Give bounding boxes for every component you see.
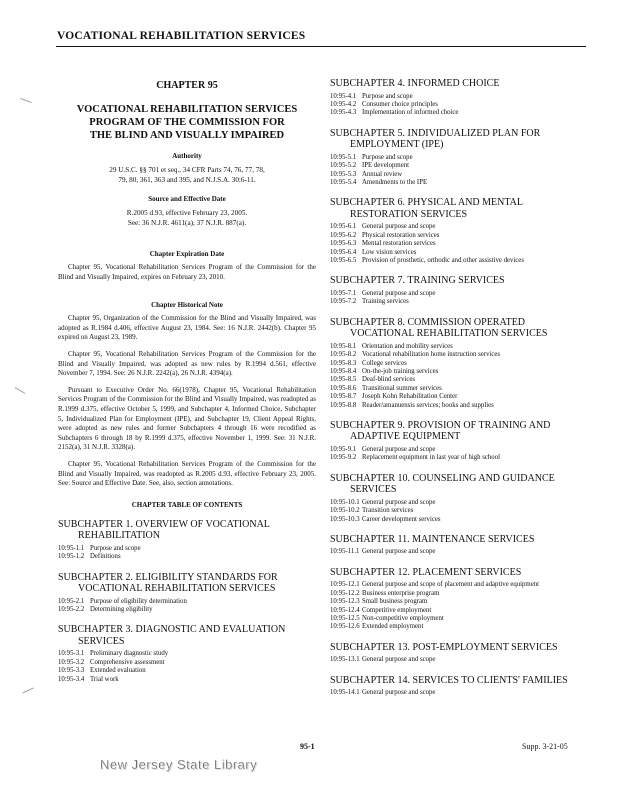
- section-entry: [58, 598, 316, 606]
- section-entry: [330, 656, 592, 664]
- section-entry: [330, 257, 592, 265]
- history-paragraph: Chapter 95, Vocational Rehabilitation Services Program of the Commission for the Blind and Visually Impaired, was adopted as new rules by R.1994 d.561, effective November 7, 1994. See: 26 N.J.R. 2242(a), 26 N.J.R. 4394(a).: [58, 349, 316, 378]
- section-number: 10:95-8.4: [330, 367, 357, 375]
- section-list: [330, 154, 592, 188]
- section-number: 10:95-8.5: [330, 376, 357, 384]
- section-number: 10:95-5.2: [330, 162, 357, 170]
- section-number: 10:95-10.1: [330, 498, 360, 506]
- page-number: 95-1: [300, 742, 315, 751]
- section-entry: [58, 659, 316, 667]
- section-number: 10:95-9.2: [330, 454, 357, 462]
- authority-citation: [58, 165, 316, 185]
- section-title: Deaf-blind services: [362, 376, 416, 384]
- subchapter-title: [330, 675, 592, 687]
- subchapter-block: [58, 624, 316, 684]
- scan-mark: [20, 98, 32, 103]
- subchapter-title: [330, 128, 592, 151]
- section-title: Replacement equipment in last year of high school: [362, 454, 500, 462]
- subchapter-block: [330, 128, 592, 188]
- subchapter-block: [58, 519, 316, 562]
- section-title: Extended evaluation: [90, 667, 146, 675]
- section-list: [330, 548, 592, 556]
- chapter-title: [58, 103, 316, 142]
- section-title: IPE development: [362, 162, 410, 170]
- header-rule: [56, 46, 586, 47]
- section-title: General purpose and scope: [362, 689, 436, 697]
- left-column: [58, 80, 316, 684]
- section-entry: [330, 343, 592, 351]
- section-number: 10:95-8.8: [330, 401, 357, 409]
- subchapter-title-line: SERVICES: [350, 484, 397, 496]
- section-title: Transitional summer services: [362, 384, 442, 392]
- section-title: Annual review: [362, 170, 403, 178]
- section-number: 10:95-8.1: [330, 342, 357, 350]
- subchapter-block: [330, 197, 592, 265]
- section-title: General purpose and scope: [362, 289, 436, 297]
- section-list: [58, 598, 316, 615]
- section-entry: [58, 676, 316, 684]
- subchapter-title-line: VOCATIONAL REHABILITATION SERVICES: [78, 583, 276, 594]
- section-number: 10:95-6.4: [330, 248, 357, 256]
- section-number: 10:95-14.1: [330, 689, 360, 697]
- subchapter-title-line: SUBCHAPTER 10. COUNSELING AND GUIDANCE: [330, 472, 555, 484]
- running-head: VOCATIONAL REHABILITATION SERVICES: [57, 30, 306, 42]
- subchapter-title-line: SUBCHAPTER 2. ELIGIBILITY STANDARDS FOR: [58, 571, 278, 583]
- section-title: Purpose of eligibility determination: [90, 597, 187, 605]
- subchapter-title-line: SUBCHAPTER 1. OVERVIEW OF VOCATIONAL: [58, 518, 270, 530]
- section-entry: [330, 376, 592, 384]
- section-number: 10:95-12.6: [330, 623, 360, 631]
- subchapter-title: [330, 420, 592, 443]
- section-entry: [58, 667, 316, 675]
- section-entry: [330, 516, 592, 524]
- section-title: Trial work: [90, 675, 119, 683]
- section-entry: [330, 249, 592, 257]
- section-title: Purpose and scope: [362, 153, 413, 161]
- section-number: 10:95-10.2: [330, 507, 360, 515]
- section-title: General purpose and scope: [362, 445, 436, 453]
- section-entry: [330, 368, 592, 376]
- section-entry: [330, 162, 592, 170]
- section-list: [330, 290, 592, 307]
- section-number: 10:95-2.1: [58, 597, 85, 605]
- section-number: 10:95-5.3: [330, 170, 357, 178]
- section-title: Extended employment: [362, 623, 424, 631]
- section-list: [330, 499, 592, 524]
- subchapter-title: [330, 534, 592, 546]
- section-entry: [330, 507, 592, 515]
- section-title: Comprehensive assessment: [90, 658, 165, 666]
- section-entry: [330, 351, 592, 359]
- subchapter-title: [330, 78, 592, 90]
- section-entry: [330, 179, 592, 187]
- section-title: Low vision services: [362, 248, 417, 256]
- section-number: 10:95-11.1: [330, 548, 360, 556]
- subchapter-title: [58, 624, 316, 647]
- section-list: [58, 545, 316, 562]
- section-list: [330, 446, 592, 463]
- section-entry: [330, 590, 592, 598]
- section-number: 10:95-6.2: [330, 231, 357, 239]
- section-list: [330, 656, 592, 664]
- subchapter-title-line: RESTORATION SERVICES: [350, 208, 468, 220]
- section-title: Provision of prosthetic, orthodic and other assistive devices: [362, 256, 524, 264]
- section-entry: [58, 553, 316, 561]
- history-paragraph: Chapter 95, Organization of the Commission for the Blind and Visually Impaired, was adopted as R.1984 d.406, effective August 23, 1984. See: 16 N.J.R. 2442(b). Chapter 95 expired on August 23, 1989.: [58, 314, 316, 342]
- section-title: Business enterprise program: [362, 589, 440, 597]
- subchapter-title: [330, 567, 592, 579]
- section-number: 10:95-13.1: [330, 656, 360, 664]
- section-entry: [58, 606, 316, 614]
- section-number: 10:95-7.1: [330, 289, 357, 297]
- chapter-title-line: THE BLIND AND VISUALLY IMPAIRED: [89, 130, 285, 141]
- section-entry: [330, 240, 592, 248]
- section-number: 10:95-12.4: [330, 606, 360, 614]
- expiration-text: Chapter 95, Vocational Rehabilitation Services Program of the Commission for the Blind and Visually Impaired, expires on February 23, 2010.: [58, 263, 316, 281]
- source-citation: [58, 208, 316, 228]
- section-number: 10:95-4.1: [330, 92, 357, 100]
- subchapter-block: [330, 675, 592, 698]
- library-watermark: New Jersey State Library: [100, 757, 258, 772]
- section-entry: [58, 545, 316, 553]
- subchapter-block: [330, 534, 592, 557]
- section-title: General purpose and scope of placement and adaptive equipment: [362, 581, 540, 589]
- subchapter-title-line: EMPLOYMENT (IPE): [350, 139, 444, 151]
- subchapter-title-line: SUBCHAPTER 13. POST-EMPLOYMENT SERVICES: [330, 641, 558, 653]
- right-column: [330, 78, 592, 698]
- authority-line: 29 U.S.C. §§ 701 et seq., 34 CFR Parts 74, 76, 77, 78,: [109, 166, 265, 174]
- subchapter-block: [58, 572, 316, 615]
- section-number: 10:95-3.2: [58, 658, 85, 666]
- section-entry: [330, 154, 592, 162]
- section-number: 10:95-6.3: [330, 240, 357, 248]
- subchapter-title-line: SUBCHAPTER 12. PLACEMENT SERVICES: [330, 566, 522, 578]
- section-number: 10:95-4.3: [330, 109, 357, 117]
- section-entry: [330, 499, 592, 507]
- section-list: [58, 650, 316, 684]
- subchapter-title: [330, 197, 592, 220]
- section-title: Career development services: [362, 515, 441, 523]
- section-list: [330, 223, 592, 265]
- section-entry: [330, 232, 592, 240]
- section-list: [330, 343, 592, 410]
- section-entry: [330, 298, 592, 306]
- section-number: 10:95-12.5: [330, 615, 360, 622]
- scan-mark: [22, 688, 33, 694]
- supplement-date: Supp. 3-21-05: [522, 742, 568, 751]
- section-entry: [330, 689, 592, 697]
- section-title: College services: [362, 359, 407, 367]
- subchapter-block: [330, 275, 592, 306]
- section-entry: [330, 109, 592, 117]
- section-title: Training services: [362, 298, 409, 306]
- subchapter-block: [330, 78, 592, 118]
- section-number: 10:95-1.1: [58, 544, 85, 552]
- section-entry: [330, 402, 592, 410]
- section-number: 10:95-3.1: [58, 650, 85, 658]
- subchapter-title: [58, 572, 316, 595]
- subchapter-block: [330, 317, 592, 410]
- section-title: Definitions: [90, 553, 121, 561]
- source-heading: Source and Effective Date: [148, 195, 226, 203]
- section-entry: [330, 607, 592, 615]
- subchapter-title-line: SUBCHAPTER 14. SERVICES TO CLIENTS' FAMILIES: [330, 674, 568, 686]
- history-heading: Chapter Historical Note: [151, 301, 223, 310]
- subchapter-title-line: SUBCHAPTER 7. TRAINING SERVICES: [330, 275, 505, 287]
- subchapter-title: [330, 642, 592, 654]
- subchapter-title: [330, 473, 592, 496]
- chapter-title-line: VOCATIONAL REHABILITATION SERVICES: [76, 104, 298, 115]
- subchapter-title: [58, 519, 316, 542]
- section-number: 10:95-6.1: [330, 223, 357, 231]
- subchapter-block: [330, 420, 592, 463]
- section-entry: [58, 650, 316, 658]
- section-entry: [330, 446, 592, 454]
- subchapter-title-line: SUBCHAPTER 9. PROVISION OF TRAINING AND: [330, 419, 551, 431]
- section-number: 10:95-5.4: [330, 178, 357, 186]
- section-entry: [330, 93, 592, 101]
- subchapter-title-line: REHABILITATION: [78, 530, 160, 542]
- section-number: 10:95-9.1: [330, 445, 357, 453]
- section-title: Transition services: [362, 507, 414, 515]
- section-number: 10:95-12.2: [330, 589, 360, 597]
- section-entry: [330, 101, 592, 109]
- subchapter-title-line: SUBCHAPTER 5. INDIVIDUALIZED PLAN FOR: [330, 127, 541, 139]
- source-line: See: 36 N.J.R. 4611(a), 37 N.J.R. 887(a).: [127, 219, 247, 227]
- section-title: Preliminary diagnostic study: [90, 650, 169, 658]
- subchapter-block: [330, 642, 592, 665]
- subchapter-title-line: SUBCHAPTER 3. DIAGNOSTIC AND EVALUATION: [58, 624, 286, 636]
- section-entry: [330, 615, 592, 623]
- section-title: Determining eligibility: [90, 605, 153, 613]
- section-entry: [330, 598, 592, 606]
- section-title: Small business program: [362, 598, 428, 606]
- source-line: R.2005 d.93, effective February 23, 2005.: [126, 209, 248, 217]
- history-paragraph: Chapter 95, Vocational Rehabilitation Services Program of the Commission for the Blind and Visually Impaired, was readopted as R.2005 d.93, effective February 23, 2005. See: Source and Effective Date. See, also, section annotations.: [58, 459, 316, 488]
- section-number: 10:95-1.2: [58, 553, 85, 561]
- subchapter-title-line: VOCATIONAL REHABILITATION SERVICES: [350, 328, 548, 340]
- subchapter-title-line: SUBCHAPTER 11. MAINTENANCE SERVICES: [330, 533, 535, 545]
- section-title: General purpose and scope: [362, 548, 436, 556]
- section-title: Vocational rehabilitation home instruction services: [362, 351, 501, 359]
- subchapter-block: [330, 567, 592, 632]
- section-entry: [330, 581, 592, 589]
- authority-line: 79, 80, 361, 363 and 395, and N.J.S.A. 30:6-11.: [118, 176, 256, 184]
- section-title: Amendments to the IPE: [362, 178, 428, 186]
- section-title: Orientation and mobility services: [362, 342, 453, 350]
- subchapter-title-line: SERVICES: [78, 635, 125, 647]
- section-number: 10:95-7.2: [330, 298, 357, 306]
- section-number: 10:95-12.3: [330, 598, 360, 606]
- subchapter-title-line: SUBCHAPTER 4. INFORMED CHOICE: [330, 78, 500, 89]
- section-entry: [330, 385, 592, 393]
- scan-mark: [15, 387, 26, 394]
- section-title: Joseph Kohn Rehabilitation Center: [362, 393, 458, 401]
- chapter-label: CHAPTER 95: [156, 80, 218, 91]
- section-title: General purpose and scope: [362, 223, 436, 231]
- section-title: Purpose and scope: [90, 544, 141, 552]
- section-number: 10:95-5.1: [330, 153, 357, 161]
- section-number: 10:95-8.2: [330, 351, 357, 359]
- section-title: Implementation of informed choice: [362, 109, 459, 117]
- section-title: Reader/amanuensis services; books and supplies: [362, 401, 494, 409]
- section-title: On-the-job training services: [362, 367, 439, 375]
- section-entry: [330, 360, 592, 368]
- section-entry: [330, 454, 592, 462]
- section-title: Consumer choice principles: [362, 100, 438, 108]
- section-list: [330, 581, 592, 631]
- subchapter-title-line: ADAPTIVE EQUIPMENT: [350, 431, 461, 443]
- subchapter-title-line: SUBCHAPTER 8. COMMISSION OPERATED: [330, 316, 526, 328]
- section-number: 10:95-10.3: [330, 515, 360, 523]
- section-entry: [330, 393, 592, 401]
- section-title: Non-competitive employment: [362, 615, 444, 622]
- section-number: 10:95-8.7: [330, 393, 357, 401]
- section-list: [330, 689, 592, 697]
- section-title: General purpose and scope: [362, 498, 436, 506]
- section-title: Competitive employment: [362, 606, 432, 614]
- section-number: 10:95-3.4: [58, 675, 85, 683]
- section-entry: [330, 171, 592, 179]
- section-entry: [330, 548, 592, 556]
- section-number: 10:95-8.3: [330, 359, 357, 367]
- section-number: 10:95-3.3: [58, 667, 85, 675]
- subchapter-block: [330, 473, 592, 524]
- history-paragraph: Pursuant to Executive Order No. 66(1978), Chapter 95, Vocational Rehabilitation Services Program of the Commission for the Blind and Visually Impaired, was readopted as R.1999 d.375, effective October 5, 1999, and Subchapter 4, Informed Choice, Subchapter 5, Individualized Plan for Employment (IPE), and Subchapter 19, Client Appeal Rights, were adopted as new rules and former Subchapters 4 through 16 were recodified as Subchapters 6 through 18 by R.1999 d.375, effective November 1, 1999. See: 31 N.J.R. 2152(a), 31 N.J.R. 3328(a).: [58, 385, 316, 452]
- section-title: Purpose and scope: [362, 92, 413, 100]
- authority-heading: Authority: [172, 152, 202, 160]
- section-title: Mental restoration services: [362, 240, 436, 248]
- section-entry: [330, 290, 592, 298]
- section-number: 10:95-4.2: [330, 100, 357, 108]
- section-entry: [330, 223, 592, 231]
- chapter-title-line: PROGRAM OF THE COMMISSION FOR: [89, 117, 285, 128]
- section-number: 10:95-8.6: [330, 384, 357, 392]
- section-title: General purpose and scope: [362, 656, 436, 664]
- section-title: Physical restoration services: [362, 231, 440, 239]
- expiration-heading: Chapter Expiration Date: [149, 250, 225, 258]
- subchapter-title: [330, 275, 592, 287]
- section-number: 10:95-12.1: [330, 581, 360, 589]
- subchapter-title-line: SUBCHAPTER 6. PHYSICAL AND MENTAL: [330, 197, 524, 209]
- subchapter-title: [330, 317, 592, 340]
- section-entry: [330, 623, 592, 631]
- section-number: 10:95-6.5: [330, 256, 357, 264]
- section-list: [330, 93, 592, 118]
- section-number: 10:95-2.2: [58, 605, 85, 613]
- toc-heading: CHAPTER TABLE OF CONTENTS: [131, 500, 243, 509]
